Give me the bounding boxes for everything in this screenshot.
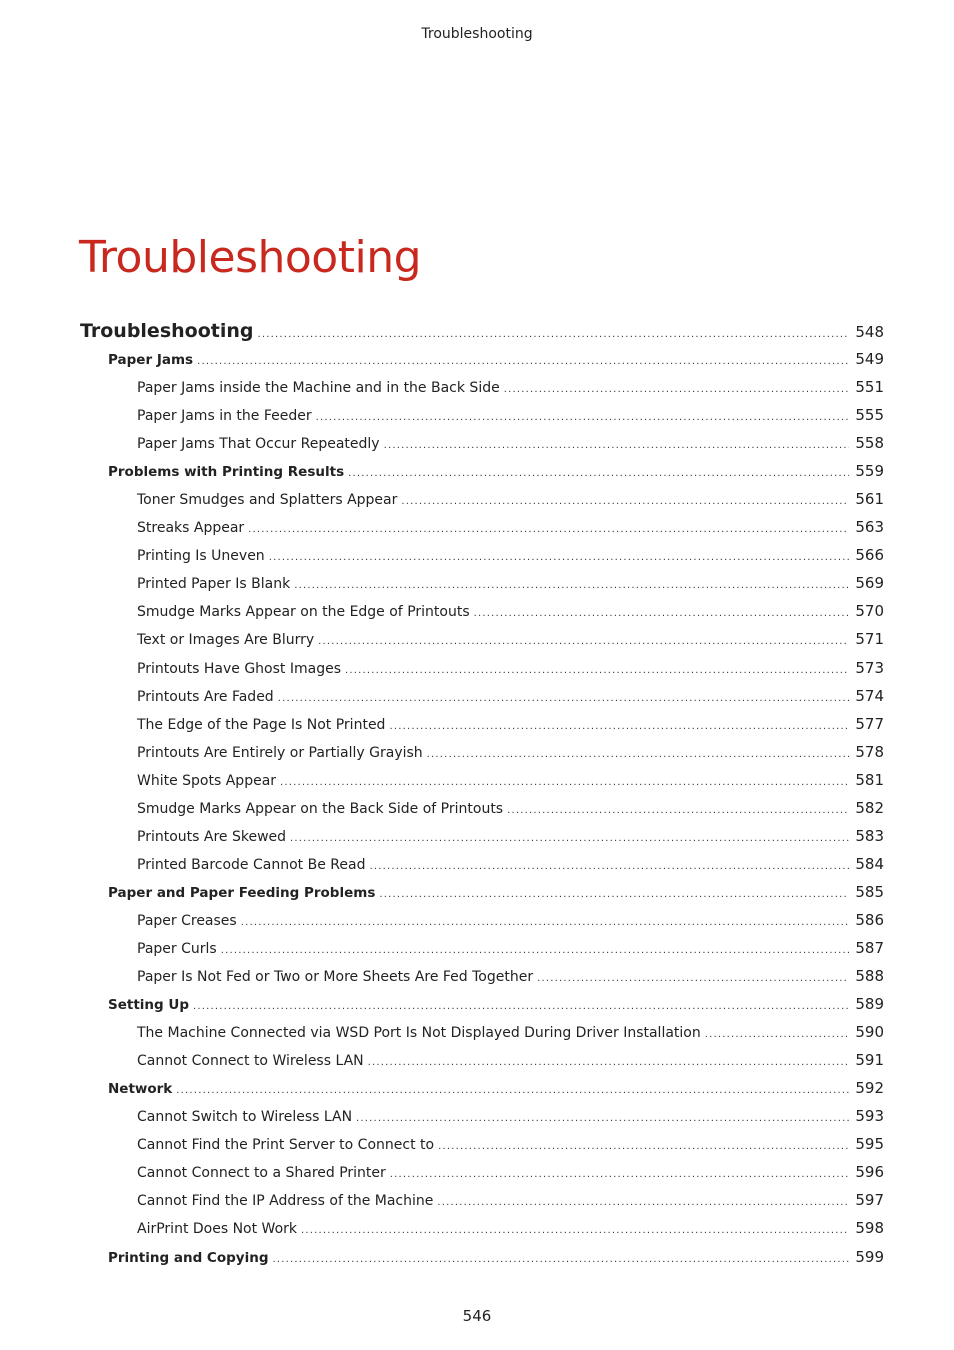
toc-dot-leader (241, 917, 850, 928)
toc-subsection-entry[interactable] (80, 630, 884, 658)
toc-entry-label: Cannot Find the Print Server to Connect to (137, 1137, 435, 1154)
toc-entry-page: 595 (855, 1135, 884, 1154)
running-header: Troubleshooting (421, 26, 533, 42)
toc-entry-page: 598 (855, 1219, 884, 1238)
toc-entry-label: Paper and Paper Feeding Problems (108, 884, 376, 901)
toc-dot-leader (427, 749, 850, 760)
toc-entry-page: 582 (855, 798, 884, 817)
toc-subsection-entry[interactable] (80, 406, 884, 434)
toc-entry-label: The Machine Connected via WSD Port Is Not Displayed During Driver Installation (137, 1025, 701, 1042)
toc-entry-page: 577 (855, 714, 884, 733)
toc-dot-leader (438, 1141, 849, 1152)
toc-entry-page: 578 (855, 742, 884, 761)
toc-dot-leader (507, 805, 849, 816)
toc-entry-label: Cannot Switch to Wireless LAN (137, 1109, 353, 1126)
toc-dot-leader (278, 693, 850, 704)
toc-subsection-entry[interactable] (80, 602, 884, 630)
toc-section-entry[interactable] (80, 1248, 884, 1276)
toc-entry-label: Smudge Marks Appear on the Back Side of Printouts (137, 800, 504, 817)
toc-subsection-entry[interactable] (80, 771, 884, 799)
toc-subsection-entry[interactable] (80, 939, 884, 967)
toc-entry-page: 583 (855, 826, 884, 845)
toc-dot-leader (272, 1254, 849, 1265)
toc-entry-label: Printouts Are Skewed (137, 828, 287, 845)
toc-dot-leader (437, 1197, 849, 1208)
toc-dot-leader (368, 1057, 850, 1068)
toc-subsection-entry[interactable] (80, 827, 884, 855)
toc-dot-leader (269, 552, 850, 563)
toc-entry-page: 585 (855, 882, 884, 901)
toc-entry-page: 586 (855, 910, 884, 929)
toc-entry-page: 571 (855, 630, 884, 649)
toc-entry-label: Network (108, 1081, 173, 1098)
toc-entry-page: 587 (855, 938, 884, 957)
toc-subsection-entry[interactable] (80, 1219, 884, 1247)
toc-entry-page: 549 (855, 350, 884, 368)
toc-subsection-entry[interactable] (80, 378, 884, 406)
toc-subsection-entry[interactable] (80, 743, 884, 771)
toc-entry-page: 596 (855, 1163, 884, 1182)
toc-entry-label: Paper Jams in the Feeder (137, 408, 312, 425)
toc-entry-label: Printed Barcode Cannot Be Read (137, 856, 366, 873)
toc-subsection-entry[interactable] (80, 574, 884, 602)
toc-chapter-entry[interactable] (80, 320, 884, 350)
toc-dot-leader (384, 440, 850, 451)
toc-entry-label: Printouts Have Ghost Images (137, 660, 341, 677)
toc-dot-leader (390, 1169, 850, 1180)
toc-entry-label: White Spots Appear (137, 772, 277, 789)
toc-entry-label: Paper Creases (137, 912, 237, 929)
toc-entry-page: 591 (855, 1051, 884, 1070)
toc-entry-page: 570 (855, 602, 884, 621)
toc-subsection-entry[interactable] (80, 1135, 884, 1163)
toc-entry-label: Printouts Are Entirely or Partially Grayish (137, 744, 423, 761)
toc-subsection-entry[interactable] (80, 659, 884, 687)
toc-entry-label: Troubleshooting (80, 320, 254, 342)
toc-dot-leader (504, 384, 850, 395)
toc-entry-page: 555 (855, 406, 884, 425)
toc-section-entry[interactable] (80, 350, 884, 378)
toc-entry-label: Problems with Printing Results (108, 464, 345, 481)
toc-subsection-entry[interactable] (80, 434, 884, 462)
toc-entry-label: Cannot Connect to a Shared Printer (137, 1165, 386, 1182)
toc-dot-leader (280, 777, 849, 788)
toc-entry-label: Smudge Marks Appear on the Edge of Printouts (137, 604, 470, 621)
toc-entry-page: 592 (855, 1079, 884, 1098)
toc-subsection-entry[interactable] (80, 1051, 884, 1079)
toc-entry-label: Paper Is Not Fed or Two or More Sheets Are Fed Together (137, 969, 534, 986)
toc-entry-page: 561 (855, 490, 884, 509)
toc-entry-page: 558 (855, 434, 884, 453)
toc-dot-leader (401, 496, 849, 507)
toc-section-entry[interactable] (80, 462, 884, 490)
toc-entry-page: 593 (855, 1107, 884, 1126)
toc-subsection-entry[interactable] (80, 1191, 884, 1219)
toc-entry-label: Cannot Find the IP Address of the Machine (137, 1193, 434, 1210)
toc-subsection-entry[interactable] (80, 1023, 884, 1051)
toc-entry-page: 590 (855, 1023, 884, 1042)
toc-dot-leader (537, 973, 849, 984)
toc-entry-label: Printing and Copying (108, 1249, 269, 1266)
toc-entry-page: 599 (855, 1247, 884, 1266)
toc-subsection-entry[interactable] (80, 687, 884, 715)
toc-subsection-entry[interactable] (80, 490, 884, 518)
toc-subsection-entry[interactable] (80, 799, 884, 827)
toc-entry-label: Setting Up (108, 997, 190, 1014)
toc-entry-label: Paper Curls (137, 940, 217, 957)
toc-subsection-entry[interactable] (80, 715, 884, 743)
toc-subsection-entry[interactable] (80, 855, 884, 883)
toc-entry-page: 548 (855, 323, 884, 341)
toc-entry-label: Cannot Connect to Wireless LAN (137, 1053, 364, 1070)
table-of-contents (80, 320, 884, 1276)
toc-entry-page: 574 (855, 686, 884, 705)
toc-subsection-entry[interactable] (80, 967, 884, 995)
toc-entry-page: 559 (855, 462, 884, 481)
toc-subsection-entry[interactable] (80, 1163, 884, 1191)
toc-entry-page: 584 (855, 854, 884, 873)
toc-dot-leader (316, 412, 850, 423)
page-number: 546 (462, 1307, 492, 1325)
toc-dot-leader (294, 580, 849, 591)
toc-section-entry[interactable] (80, 1079, 884, 1107)
toc-entry-label: AirPrint Does Not Work (137, 1221, 298, 1238)
toc-entry-label: Paper Jams (108, 352, 194, 368)
toc-dot-leader (379, 889, 849, 900)
toc-dot-leader (258, 329, 850, 340)
toc-subsection-entry[interactable] (80, 546, 884, 574)
toc-dot-leader (221, 945, 850, 956)
toc-dot-leader (369, 861, 849, 872)
toc-entry-page: 566 (855, 546, 884, 565)
toc-dot-leader (345, 665, 849, 676)
toc-section-entry[interactable] (80, 995, 884, 1023)
toc-dot-leader (474, 608, 850, 619)
toc-entry-label: Printouts Are Faded (137, 688, 274, 705)
toc-section-entry[interactable] (80, 883, 884, 911)
toc-entry-page: 563 (855, 518, 884, 537)
toc-subsection-entry[interactable] (80, 911, 884, 939)
toc-entry-label: Text or Images Are Blurry (137, 632, 315, 649)
toc-dot-leader (356, 1113, 849, 1124)
toc-subsection-entry[interactable] (80, 518, 884, 546)
toc-entry-label: Paper Jams inside the Machine and in the Back Side (137, 380, 500, 397)
chapter-title: Troubleshooting (79, 232, 422, 283)
toc-dot-leader (389, 721, 849, 732)
toc-dot-leader (318, 636, 849, 647)
toc-dot-leader (348, 468, 849, 479)
toc-dot-leader (248, 524, 849, 535)
toc-entry-label: The Edge of the Page Is Not Printed (137, 716, 386, 733)
toc-entry-page: 573 (855, 658, 884, 677)
toc-entry-page: 569 (855, 574, 884, 593)
toc-dot-leader (193, 1001, 849, 1012)
toc-dot-leader (301, 1225, 849, 1236)
toc-entry-label: Paper Jams That Occur Repeatedly (137, 436, 380, 453)
toc-entry-page: 588 (855, 967, 884, 986)
toc-entry-label: Printing Is Uneven (137, 548, 265, 565)
toc-dot-leader (176, 1085, 849, 1096)
toc-entry-label: Printed Paper Is Blank (137, 576, 291, 593)
toc-entry-page: 597 (855, 1191, 884, 1210)
toc-entry-label: Streaks Appear (137, 520, 245, 537)
toc-entry-page: 581 (855, 770, 884, 789)
toc-dot-leader (290, 833, 849, 844)
toc-subsection-entry[interactable] (80, 1107, 884, 1135)
toc-entry-label: Toner Smudges and Splatters Appear (137, 492, 398, 509)
toc-dot-leader (197, 356, 849, 367)
toc-entry-page: 551 (855, 378, 884, 397)
toc-entry-page: 589 (855, 995, 884, 1014)
toc-dot-leader (705, 1029, 850, 1040)
